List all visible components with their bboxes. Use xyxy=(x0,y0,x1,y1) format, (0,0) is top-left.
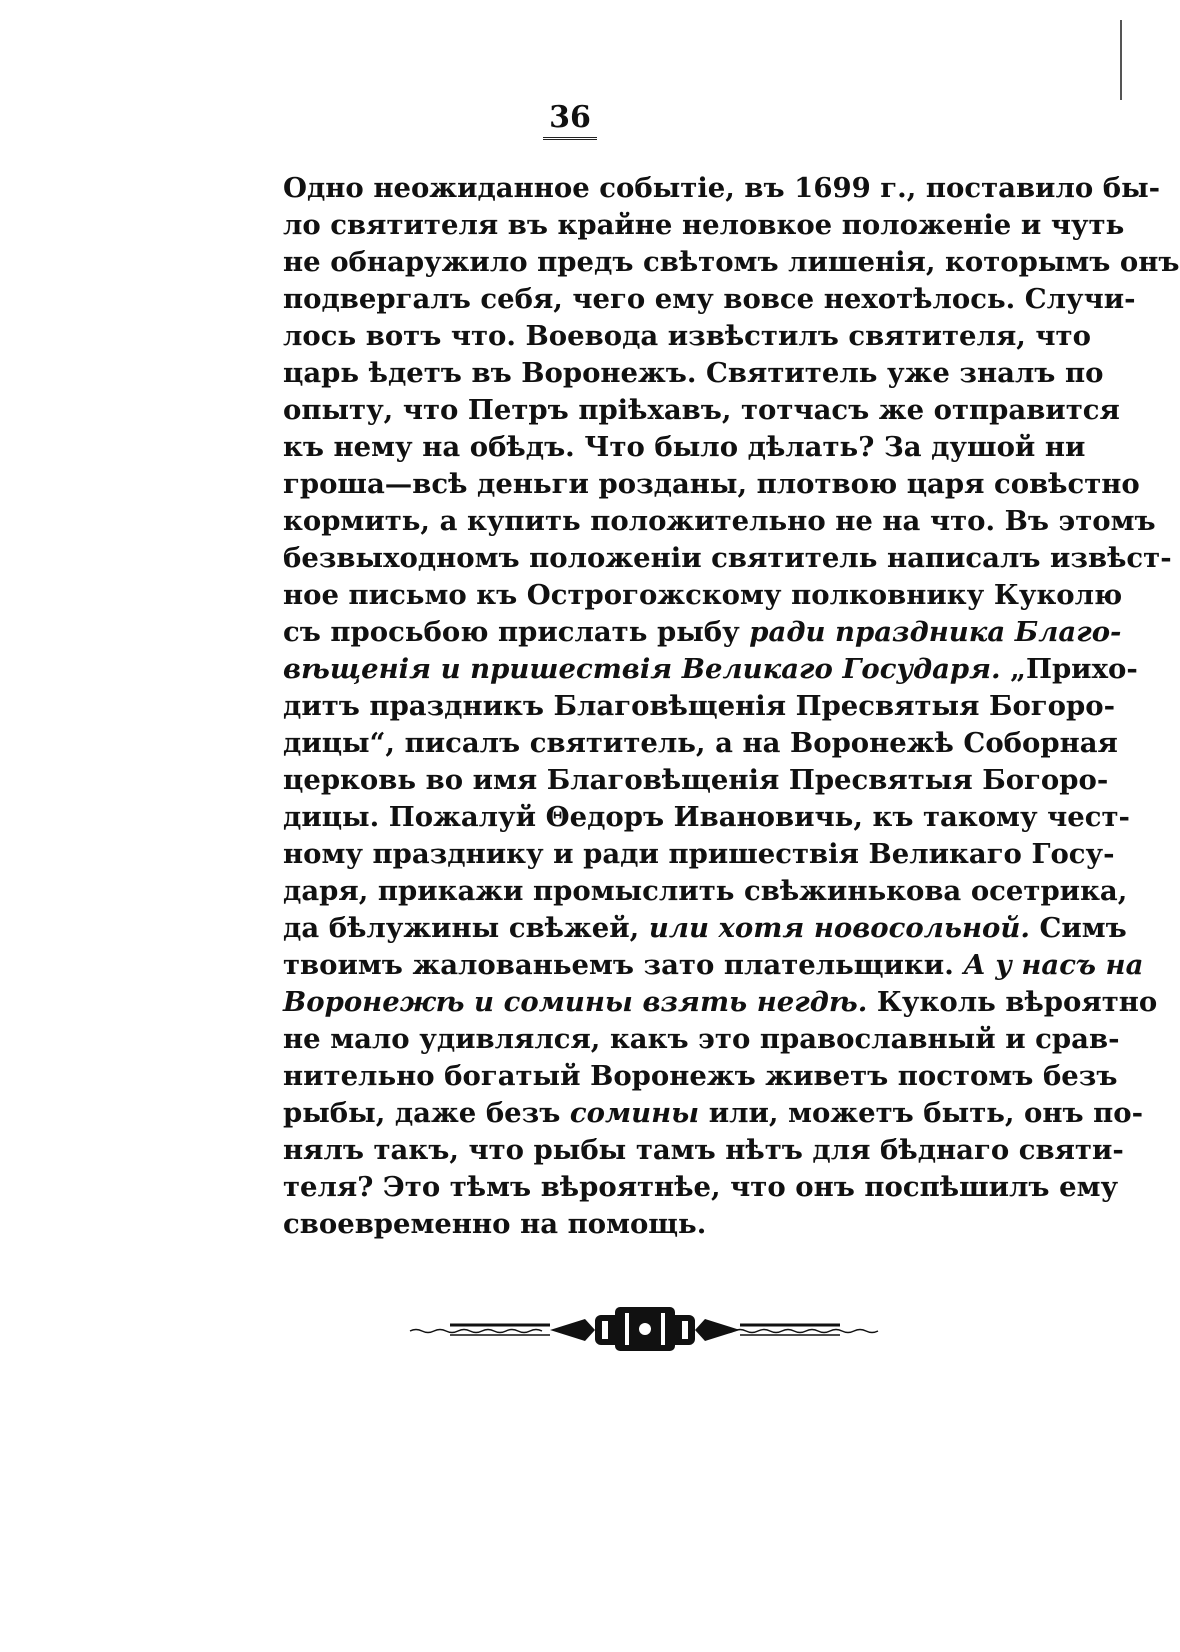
body-text xyxy=(283,170,1180,1243)
text-line xyxy=(283,355,1104,392)
text-segment: царь ѣдетъ въ Воронежъ. Святитель уже зналъ по xyxy=(283,357,1104,389)
text-segment: дицы“, писалъ святитель, а на Воронежѣ Соборная xyxy=(283,727,1118,759)
text-segment: ло святителя въ крайне неловкое положеніе и чуть xyxy=(283,209,1125,241)
text-segment: дицы. Пожалуй Θедоръ Ивановичь, къ такому чест- xyxy=(283,801,1130,833)
text-segment: ному празднику и ради пришествія Великаго Госу- xyxy=(283,838,1115,870)
text-line xyxy=(283,1058,1118,1095)
page-number-text: 36 xyxy=(543,100,597,140)
text-line xyxy=(283,762,1109,799)
text-segment: лось вотъ что. Воевода извѣстилъ святителя, что xyxy=(283,320,1091,352)
ornament-center xyxy=(550,1307,740,1351)
text-line xyxy=(283,503,1156,540)
text-segment: да бѣлужины свѣжей, xyxy=(283,912,649,944)
text-segment: твоимъ жалованьемъ зато плательщики. xyxy=(283,949,964,981)
text-line xyxy=(283,466,1140,503)
text-line xyxy=(283,1169,1119,1206)
text-segment: нялъ такъ, что рыбы тамъ нѣтъ для бѣднаго святи- xyxy=(283,1134,1124,1166)
text-segment: съ просьбою прислать рыбу xyxy=(283,616,750,648)
text-segment: „Прихо- xyxy=(1000,653,1138,685)
text-segment: Симъ xyxy=(1029,912,1127,944)
text-segment: кормить, а купить положительно не на что. Въ этомъ xyxy=(283,505,1156,537)
tailpiece-ornament xyxy=(410,1305,880,1353)
text-segment: церковь во имя Благовѣщенія Пресвятыя Богоро- xyxy=(283,764,1109,796)
text-line xyxy=(283,170,1161,207)
text-line xyxy=(283,1021,1120,1058)
text-line xyxy=(283,984,1158,1021)
text-segment: рыбы, даже безъ xyxy=(283,1097,570,1129)
text-segment: теля? Это тѣмъ вѣроятнѣе, что онъ поспѣшилъ ему xyxy=(283,1171,1119,1203)
text-segment: подвергалъ себя, чего ему вовсе нехотѣлось. Случи- xyxy=(283,283,1136,315)
text-line xyxy=(283,207,1125,244)
text-line xyxy=(283,910,1127,947)
text-segment: нительно богатый Воронежъ живетъ постомъ безъ xyxy=(283,1060,1118,1092)
italic-segment: А у насъ на xyxy=(963,949,1144,981)
text-line xyxy=(283,873,1128,910)
page-number xyxy=(0,100,1140,140)
italic-segment: сомины xyxy=(569,1097,700,1129)
text-segment: опыту, что Петръ пріѣхавъ, тотчасъ же отправится xyxy=(283,394,1120,426)
text-line xyxy=(283,1132,1124,1169)
ornament-left-flourish xyxy=(410,1330,542,1333)
text-line xyxy=(283,1206,1020,1243)
italic-segment: Воронежѣ и сомины взять негдѣ. xyxy=(283,986,868,1018)
text-line xyxy=(283,799,1130,836)
text-segment: даря, прикажи промыслить свѣжинькова осетрика, xyxy=(283,875,1128,907)
scan-edge-mark xyxy=(1120,20,1122,100)
text-line xyxy=(283,947,1144,984)
text-line xyxy=(283,688,1115,725)
italic-segment: или хотя новосольной. xyxy=(648,912,1030,944)
text-line xyxy=(283,725,1118,762)
text-segment: ное письмо къ Острогожскому полковнику Куколю xyxy=(283,579,1123,611)
text-line xyxy=(283,540,1172,577)
text-segment: своевременно на помощь. xyxy=(283,1208,707,1240)
text-line xyxy=(283,281,1136,318)
text-segment: гроша—всѣ деньги розданы, плотвою царя совѣстно xyxy=(283,468,1140,500)
text-line xyxy=(283,577,1123,614)
text-line xyxy=(283,614,1122,651)
text-line xyxy=(283,836,1115,873)
text-segment: или, можетъ быть, онъ по- xyxy=(699,1097,1144,1129)
text-line xyxy=(283,318,1091,355)
text-line xyxy=(283,1095,1144,1132)
text-line xyxy=(283,392,1120,429)
text-segment: не мало удивлялся, какъ это православный и срав- xyxy=(283,1023,1120,1055)
text-segment: безвыходномъ положеніи святитель написалъ извѣст- xyxy=(283,542,1172,574)
text-segment: къ нему на обѣдъ. Что было дѣлать? За душой ни xyxy=(283,431,1086,463)
text-line xyxy=(283,244,1180,281)
italic-segment: вѣщенія и пришествія Великаго Государя. xyxy=(283,653,1001,685)
text-segment: дитъ праздникъ Благовѣщенія Пресвятыя Богоро- xyxy=(283,690,1115,722)
text-segment: Одно неожиданное событіе, въ 1699 г., поставило бы- xyxy=(283,172,1161,204)
text-line xyxy=(283,429,1086,466)
text-segment: не обнаружило предъ свѣтомъ лишенія, которымъ онъ xyxy=(283,246,1180,278)
text-line xyxy=(283,651,1138,688)
italic-segment: ради праздника Благо- xyxy=(749,616,1122,648)
text-segment: Куколь вѣроятно xyxy=(867,986,1158,1018)
